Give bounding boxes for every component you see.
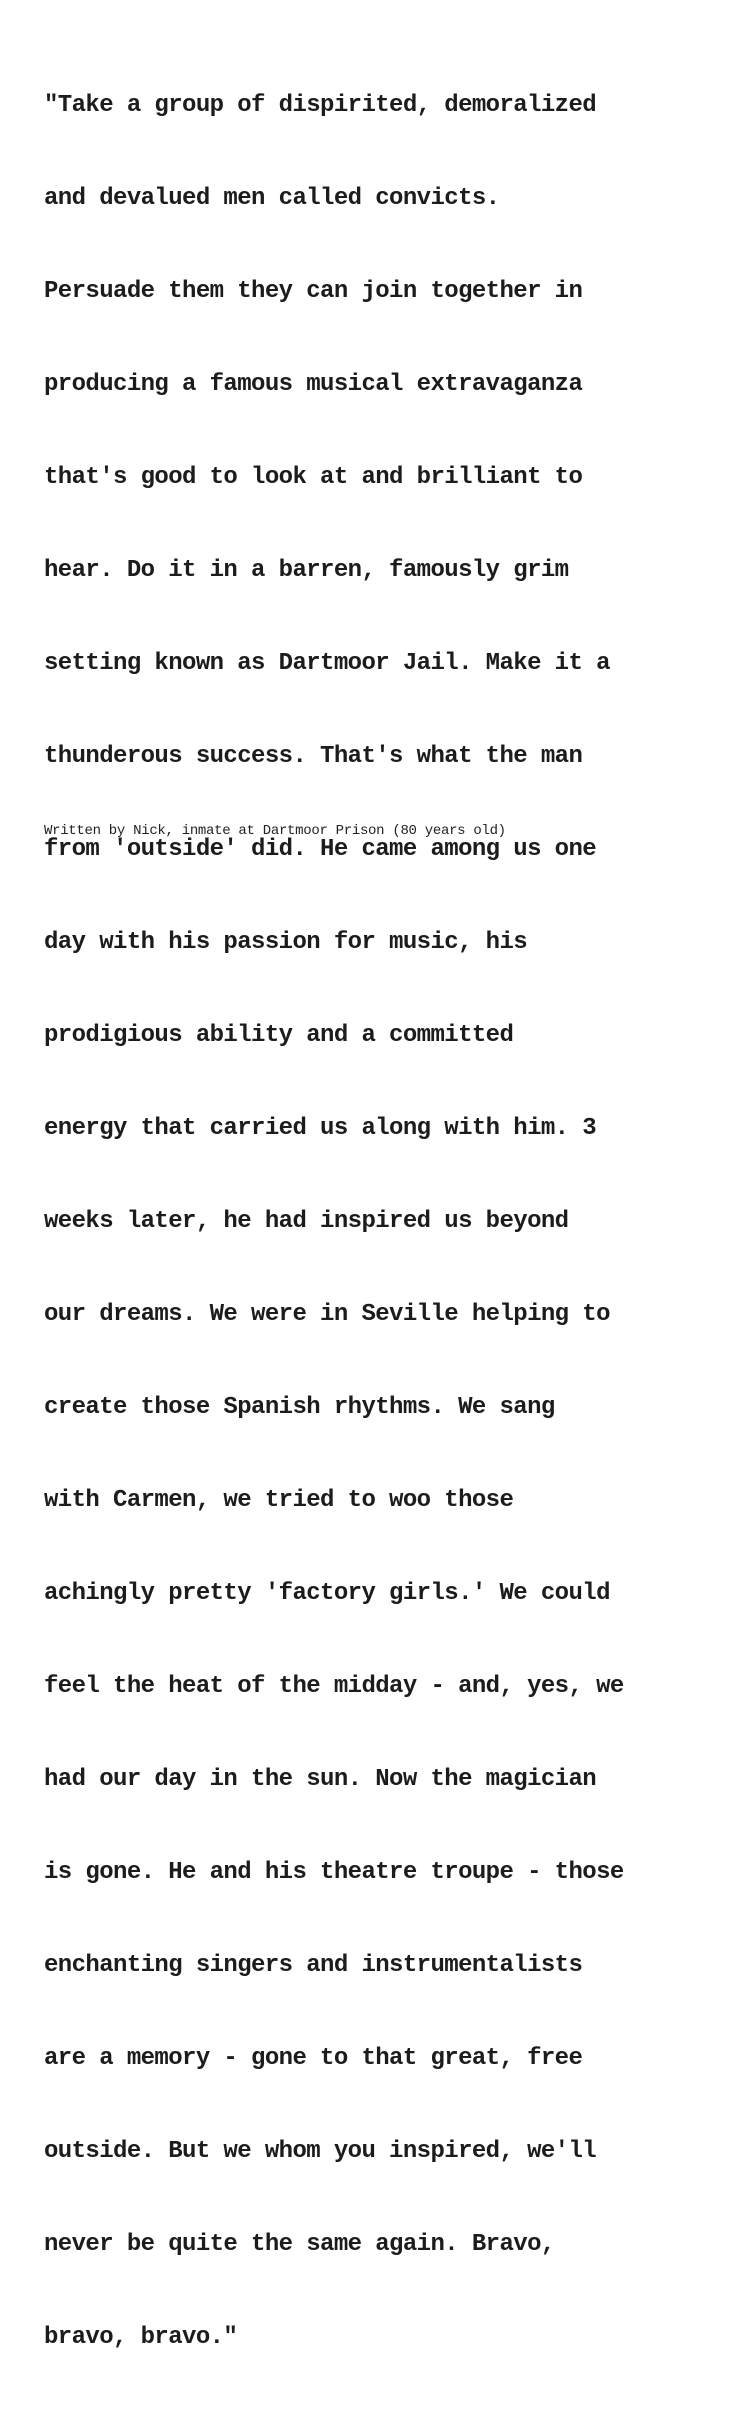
quote-line: had our day in the sun. Now the magician [44, 1766, 597, 1793]
quote-line: from 'outside' did. He came among us one [44, 836, 597, 863]
quote-line: thunderous success. That's what the man [44, 743, 583, 770]
quote-line: producing a famous musical extravaganza [44, 371, 583, 398]
quote-line: weeks later, he had inspired us beyond [44, 1208, 569, 1235]
quote-line: prodigious ability and a committed [44, 1022, 514, 1049]
quote-line: create those Spanish rhythms. We sang [44, 1394, 555, 1421]
quote-line: day with his passion for music, his [44, 929, 528, 956]
quote-text [44, 28, 734, 2415]
quote-line: with Carmen, we tried to woo those [44, 1487, 514, 1514]
quote-line: enchanting singers and instrumentalists [44, 1952, 583, 1979]
quote-line: is gone. He and his theatre troupe - those [44, 1859, 624, 1886]
quote-line: and devalued men called convicts. [44, 185, 500, 212]
quote-line: outside. But we whom you inspired, we'll [44, 2138, 597, 2165]
quote-line: that's good to look at and brilliant to [44, 464, 583, 491]
quote-line: our dreams. We were in Seville helping to [44, 1301, 610, 1328]
quote-line: "Take a group of dispirited, demoralized [44, 92, 597, 119]
quote-line: achingly pretty 'factory girls.' We could [44, 1580, 610, 1607]
quote-line: feel the heat of the midday - and, yes, we [44, 1673, 624, 1700]
quote-line: bravo, bravo." [44, 2324, 238, 2351]
quote-line: Persuade them they can join together in [44, 278, 583, 305]
quote-line: setting known as Dartmoor Jail. Make it a [44, 650, 610, 677]
quote-line: hear. Do it in a barren, famously grim [44, 557, 569, 584]
quote-line: energy that carried us along with him. 3 [44, 1115, 597, 1142]
attribution-text: Written by Nick, inmate at Dartmoor Prison (80 years old) [44, 823, 506, 839]
quote-line: never be quite the same again. Bravo, [44, 2231, 555, 2258]
quote-line: are a memory - gone to that great, free [44, 2045, 583, 2072]
